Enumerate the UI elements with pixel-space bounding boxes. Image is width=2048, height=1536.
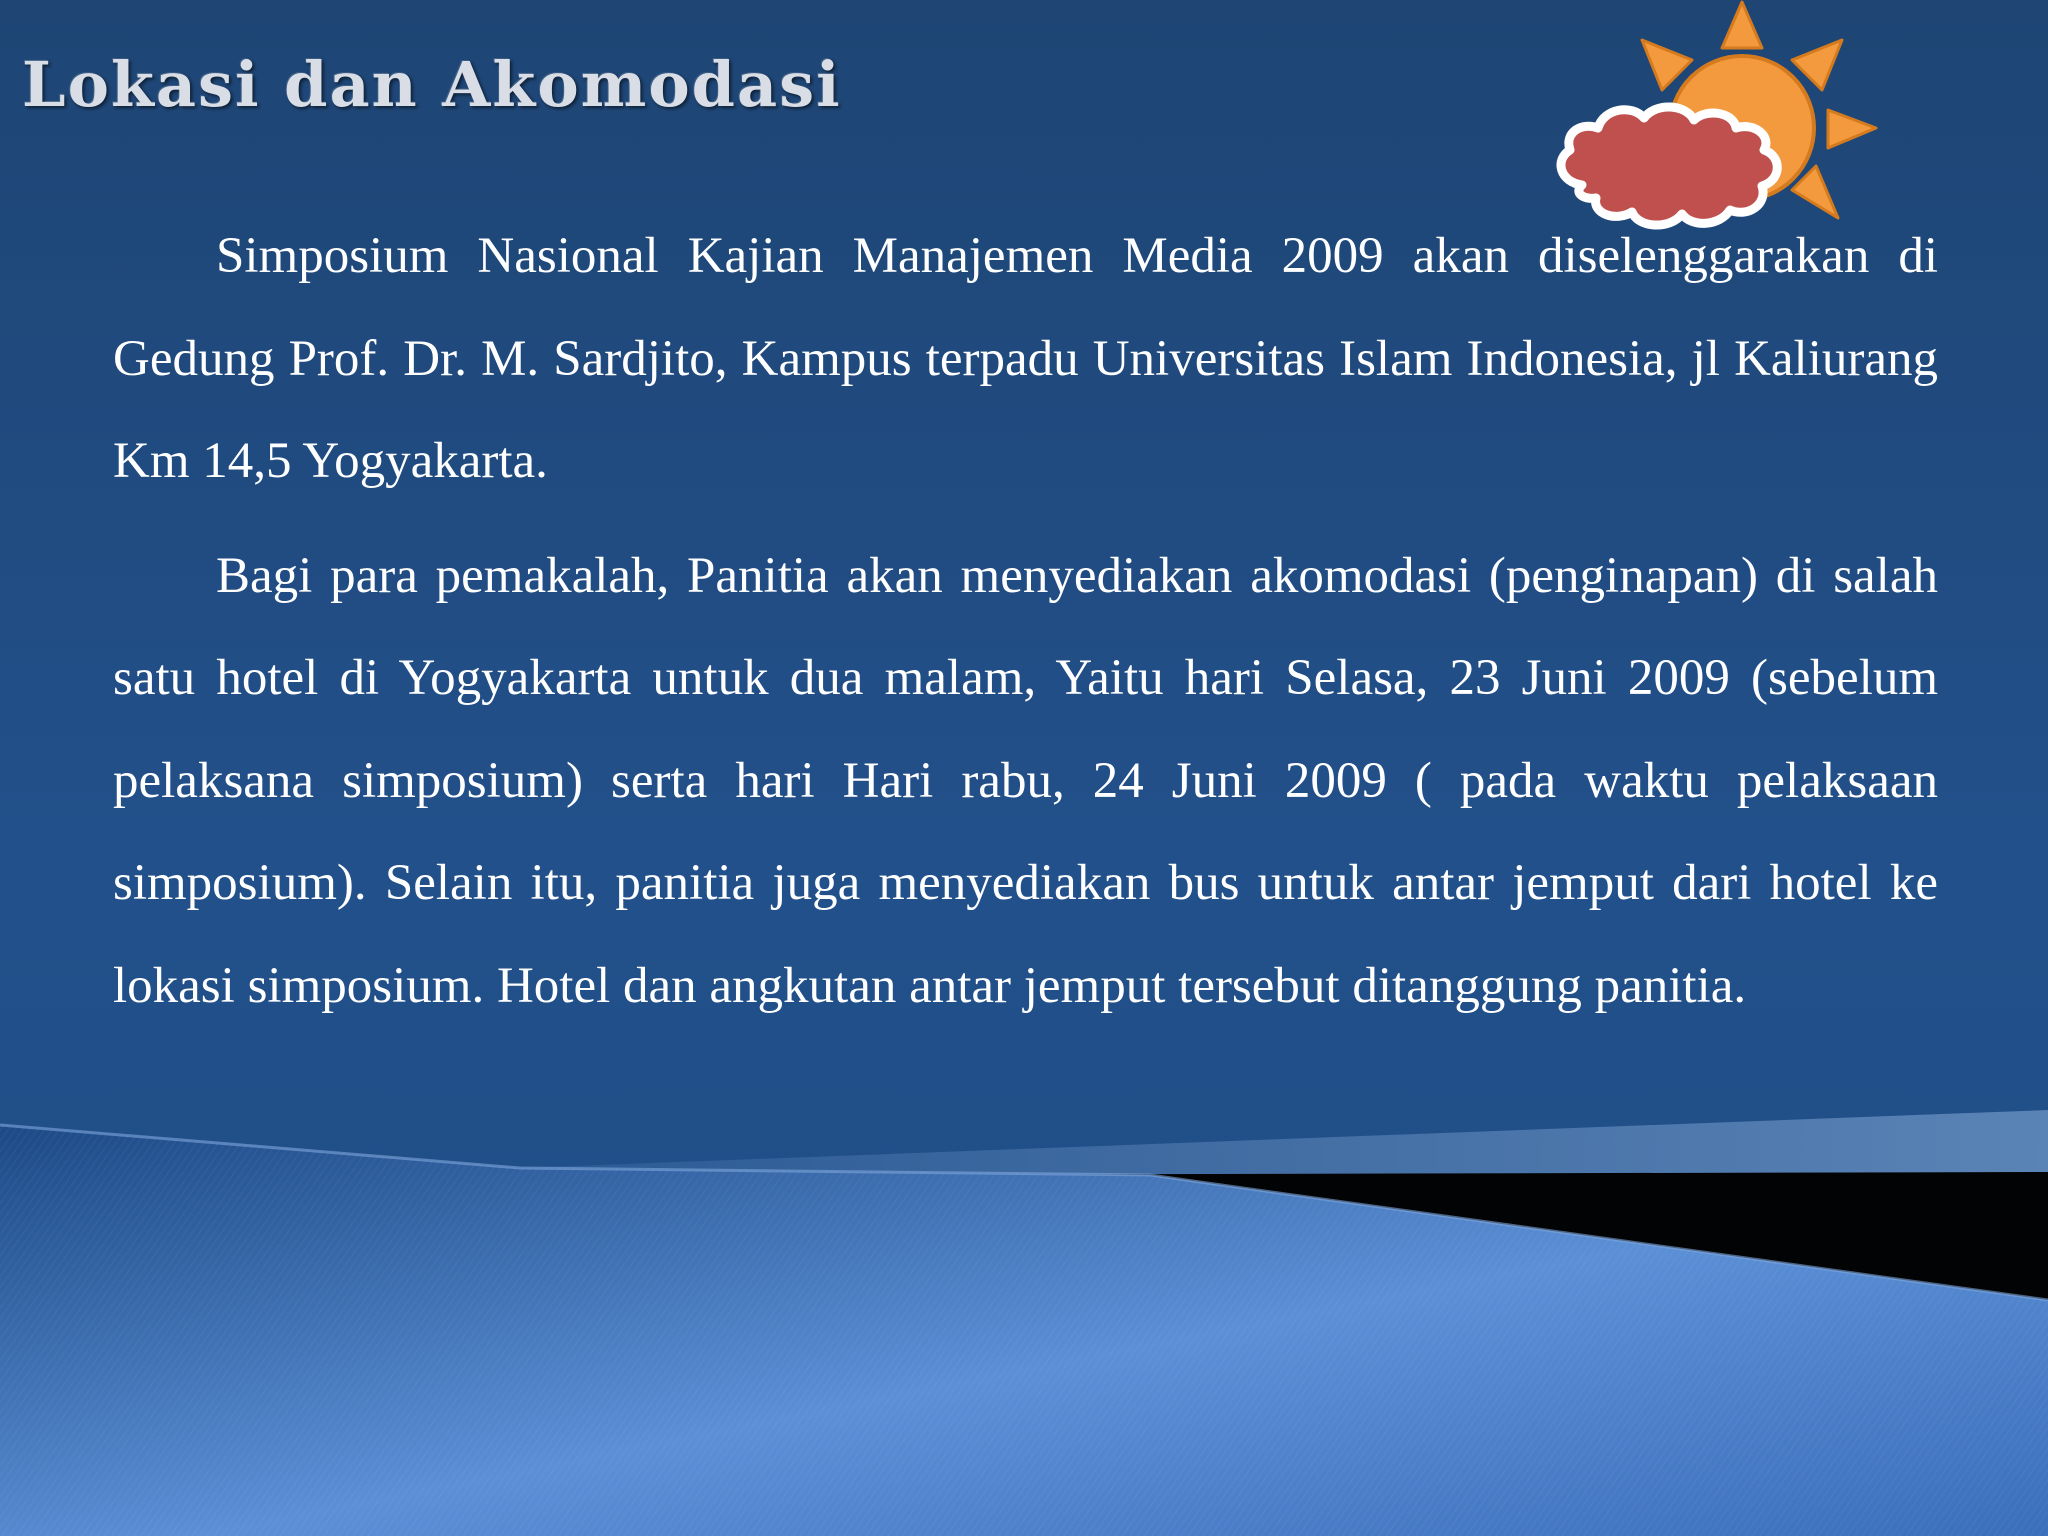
body-text <box>113 205 1938 1049</box>
light-band <box>520 1110 2048 1175</box>
slide-title: Lokasi dan Akomodasi <box>22 48 842 121</box>
paragraph-location: Simposium Nasional Kajian Manajemen Media 2009 akan diselenggarakan di Gedung Prof. Dr. M. Sardjito, Kampus terpadu Universitas Islam Indonesia, jl Kaliurang Km 14,5 Yogyakarta. <box>113 228 1938 489</box>
paragraph-accommodation: Bagi para pemakalah, Panitia akan menyediakan akomodasi (penginapan) di salah satu hotel di Yogyakarta untuk dua malam, Yaitu hari Selasa, 23 Juni 2009 (sebelum pelaksana simposium) serta hari Hari rabu, 24 Juni 2009 ( pada waktu pelaksaan simposium). Selain itu, panitia juga menyediakan bus untuk antar jemput dari hotel ke lokasi simposium. Hotel dan angkutan antar jemput tersebut ditanggung panitia. <box>113 547 1938 1014</box>
